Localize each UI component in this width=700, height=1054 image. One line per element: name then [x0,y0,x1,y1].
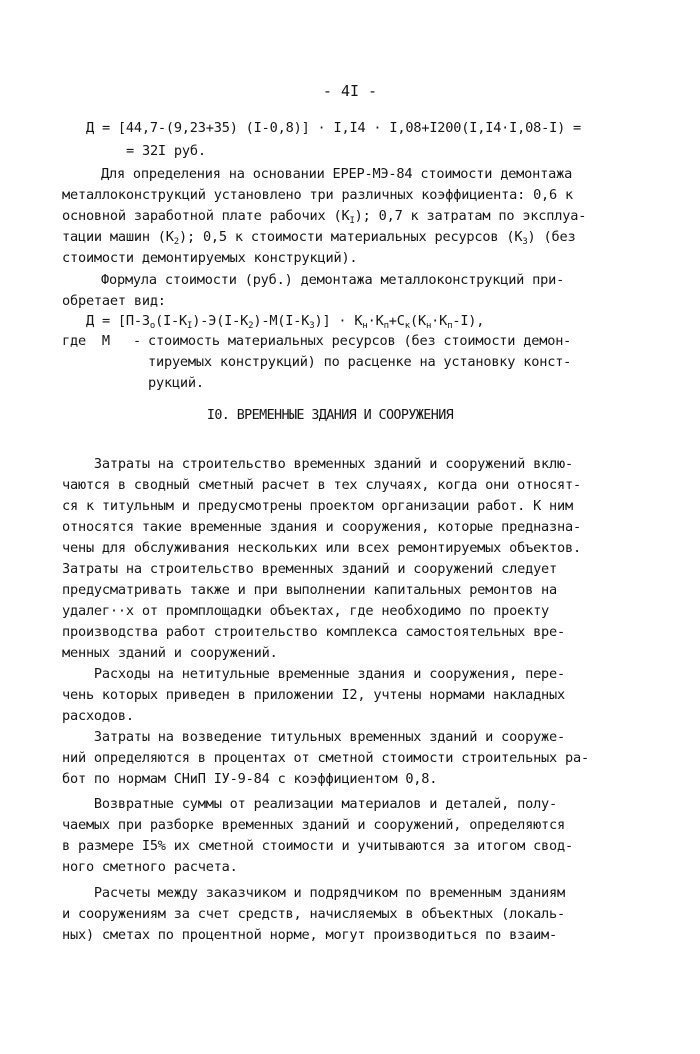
body-line: ных) сметах по процентной норме, могут производиться по взаим- [62,927,558,943]
text: (К [409,313,426,329]
text: -I), [452,313,485,329]
body-line: расходов. [62,708,134,724]
subscript: 2 [173,237,179,247]
text: (I-К [155,313,188,329]
subscript: 3 [309,321,315,331]
text: ·К [431,313,448,329]
body-line: чены для обслуживания нескольких или всех ремонтируемых объектов. [62,540,581,556]
body-line: бот по нормам СНиП IУ-9-84 с коэффициентом 0,8. [62,771,438,787]
body-line: производства работ строительство комплекса самостоятельных вре- [62,624,566,640]
body-line: Затраты на строительство временных зданий и сооружений вклю- [62,456,573,472]
text: +С [388,313,405,329]
formula-1-line-1: Д = [44,7-(9,23+35) (I-0,8)] · I,I4 · I,08+I200(I,I4·I,08-I) = [86,120,582,136]
paragraph-2-line-1: Формула стоимости (руб.) демонтажа металлоконструкций при- [101,272,565,288]
body-line: Расходы на нетитульные временные здания и сооружения, пере- [62,666,566,682]
body-line: чень которых приведен в приложении I2, учтены нормами накладных [62,687,566,703]
text: ·К [367,313,384,329]
body-line: ного сметного расчета. [62,859,238,875]
paragraph-1-line-5: стоимости демонтируемых конструкций). [62,250,358,266]
text: ) (без [527,229,576,245]
subscript: н [425,321,432,331]
body-line: ний определяются в процентах от сметной стоимости строительных ра- [62,750,589,766]
body-line: предусматривать также и при выполнении капитальных ремонтов на [62,582,558,598]
where-line-2: тируемых конструкций) по расценке на установку конст- [148,354,572,370]
text: )-Э(I-К [192,313,249,329]
paragraph-1-line-4 [62,227,575,247]
body-line: чаемых при разборке временных зданий и сооружений, определяются [62,817,566,833]
paragraph-1-line-2: металлоконструкций установлено три различных коэффициента: 0,6 к [62,187,573,203]
paragraph-1-line-1: Для определения на основании ЕРЕР-МЭ-84 стоимости демонтажа [101,166,573,182]
body-line: Возвратные суммы от реализации материалов и деталей, полу- [62,796,558,812]
section-heading: I0. ВРЕМЕННЫЕ ЗДАНИЯ И СООРУЖЕНИЯ [206,408,454,423]
subscript: I [187,321,193,331]
where-label: где М [62,333,110,349]
subscript: к [404,321,410,331]
where-line-1: стоимость материальных ресурсов (без стоимости демон- [148,333,572,349]
paragraph-1-line-3 [62,206,586,226]
body-line: Затраты на возведение титульных временных зданий и сооруже- [62,729,566,745]
subscript: п [383,321,389,331]
formula-1-line-2: = 32I руб. [126,143,206,159]
subscript: о [149,321,156,331]
text: основной заработной плате рабочих (К [62,208,350,224]
subscript: 3 [522,237,528,247]
paragraph-2-line-2: обретает вид: [62,293,166,309]
body-line: в размере I5% их сметной стоимости и учитываются за итогом свод- [62,838,573,854]
body-line: менных зданий и сооружений. [62,645,278,661]
text: )] · К [314,313,363,329]
subscript: 2 [248,321,254,331]
body-line: Затраты на строительство временных зданий и сооружений следует [62,561,558,577]
formula-2 [86,311,484,331]
where-line-3: рукций. [148,375,204,391]
subscript: I [349,216,355,226]
subscript: н [362,321,368,331]
text: тации машин (К [62,229,174,245]
where-dash: - [133,333,141,349]
body-line: удалег··х от промплощадки объектах, где необходимо по проекту [62,603,550,619]
body-line: и сооружениям за счет средств, начисляемых в объектных (локаль- [62,906,566,922]
body-line: Расчеты между заказчиком и подрядчиком по временным зданиям [62,885,566,901]
body-line: относятся такие временные здания и сооружения, которые предназна- [62,519,581,535]
page-number: - 4I - [322,82,378,100]
text: ); 0,7 к затратам по эксплуа- [354,208,587,224]
text: )-М(I-К [253,313,310,329]
body-line: ся к титульным и предусмотрены проектом организации работ. К ним [62,498,573,514]
text: Д = [П-З [86,313,150,329]
text: ); 0,5 к стоимости материальных ресурсов (К [179,229,523,245]
subscript: п [447,321,453,331]
body-line: чаются в сводный сметный расчет в тех случаях, когда они относят- [62,477,581,493]
